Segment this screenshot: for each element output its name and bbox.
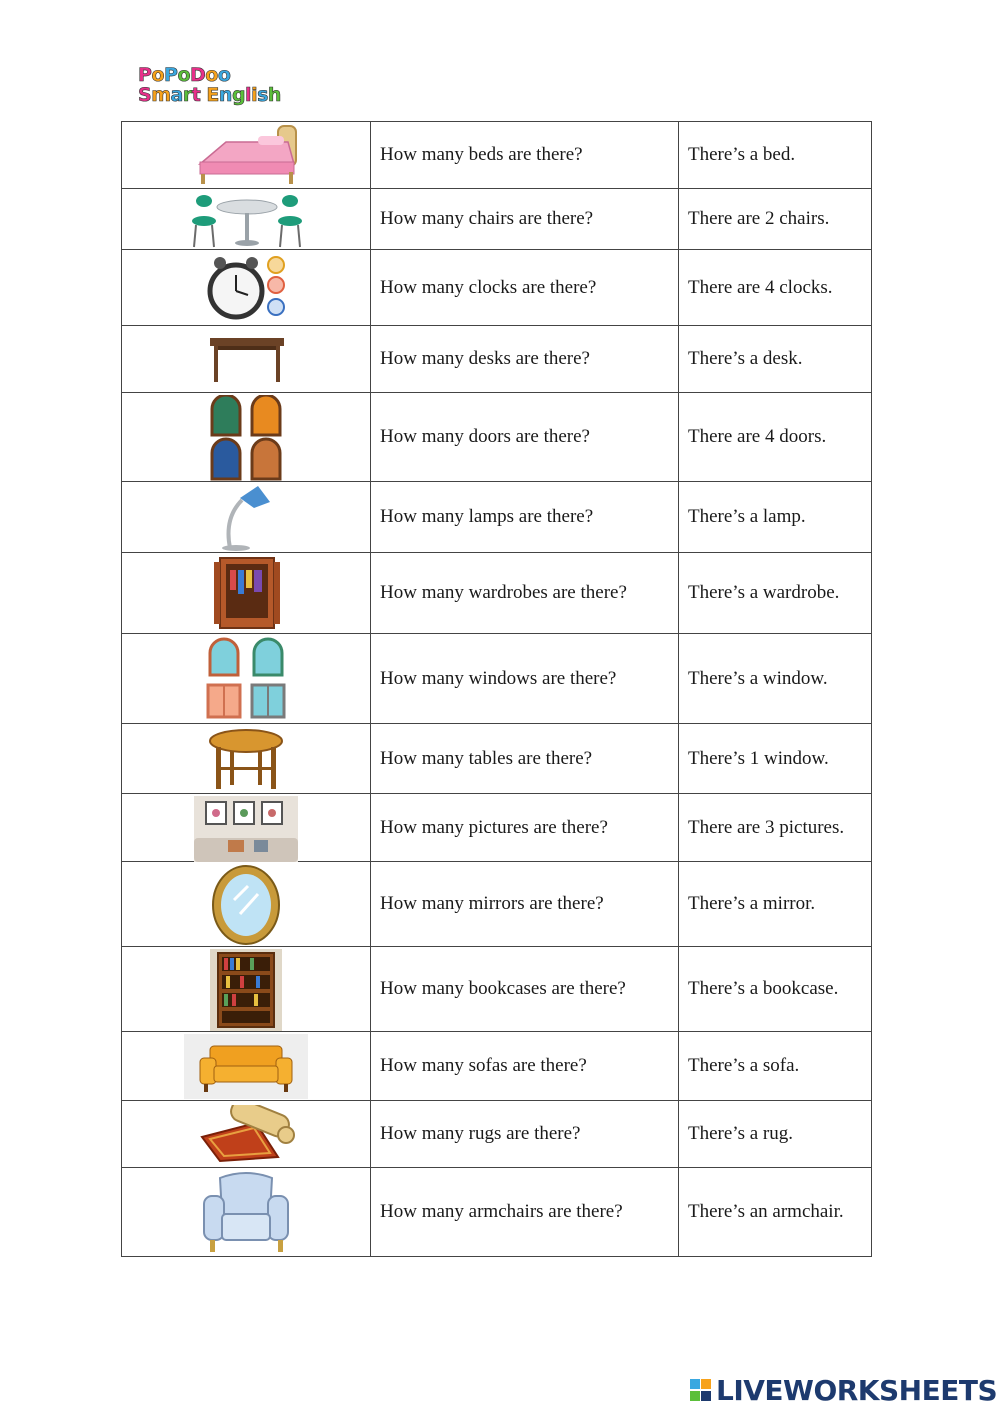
picture-cell [122,947,371,1032]
picture-cell [122,1168,371,1257]
picture-cell [122,393,371,482]
picture-cell [122,794,371,862]
liveworksheets-logo [690,1374,997,1406]
answer-cell: There’s a wardrobe. [679,553,872,634]
answer-cell: There are 3 pictures. [679,794,872,862]
question-cell: How many pictures are there? [371,794,679,862]
table-row [122,482,872,553]
table-row [122,862,872,947]
table-row [122,947,872,1032]
question-cell: How many chairs are there? [371,189,679,250]
answer-cell: There’s a desk. [679,326,872,393]
question-cell: How many beds are there? [371,122,679,189]
logo-line-2 [138,84,281,106]
picture-cell [122,122,371,189]
table-row [122,393,872,482]
picture-cell [122,862,371,947]
rug-icon [196,1105,296,1163]
table-row [122,1101,872,1168]
logo-letter: o [177,64,190,86]
answer-cell: There’s a rug. [679,1101,872,1168]
picture-cell [122,1101,371,1168]
desk-icon [208,336,286,384]
logo-letter: m [151,84,171,106]
liveworksheets-brand: LIVEWORKSHEETS [716,1373,998,1407]
table-icon [206,727,286,791]
logo-letter: o [151,64,164,86]
answer-cell: There’s an armchair. [679,1168,872,1257]
logo-letter: n [218,84,232,106]
picture-cell [122,724,371,794]
logo-letter: s [257,84,268,106]
logo-letter: E [206,84,219,106]
bed-icon [196,124,300,187]
table-row [122,634,872,724]
logo-letter: l [245,84,252,106]
question-cell: How many lamps are there? [371,482,679,553]
answer-cell: There’s a bed. [679,122,872,189]
table-row [122,250,872,326]
answer-cell: There’s 1 window. [679,724,872,794]
doors-icon [208,395,286,481]
question-cell: How many doors are there? [371,393,679,482]
popodoo-logo [138,64,281,112]
question-cell: How many tables are there? [371,724,679,794]
answer-cell: There’s a window. [679,634,872,724]
wardrobe-icon [212,556,282,631]
answer-cell: There’s a lamp. [679,482,872,553]
picture-cell [122,250,371,326]
question-cell: How many sofas are there? [371,1032,679,1101]
armchair-icon [200,1170,292,1256]
table-row [122,724,872,794]
question-cell: How many bookcases are there? [371,947,679,1032]
picture-cell [122,482,371,553]
question-cell: How many rugs are there? [371,1101,679,1168]
logo-letter: D [190,64,206,86]
logo-letter: h [267,84,281,106]
answer-cell: There’s a sofa. [679,1032,872,1101]
logo-letter: P [164,64,178,86]
picture-cell [122,326,371,393]
table-row [122,794,872,862]
answer-cell: There are 4 clocks. [679,250,872,326]
logo-letter: t [191,84,201,106]
clocks-icon [206,253,286,323]
table-row [122,189,872,250]
picture-cell [122,189,371,250]
logo-letter: o [217,64,231,86]
chairs-table-icon [190,191,304,249]
logo-letter: S [138,84,152,106]
question-cell: How many desks are there? [371,326,679,393]
table-row [122,1168,872,1257]
logo-letter: i [251,84,258,106]
logo-letter: o [205,64,218,86]
picture-cell [122,634,371,724]
mirror-icon [210,864,282,946]
lamp-icon [220,484,274,552]
table-row [122,1032,872,1101]
question-cell: How many windows are there? [371,634,679,724]
answer-cell: There’s a bookcase. [679,947,872,1032]
sofa-icon [184,1034,308,1099]
windows-icon [204,637,290,721]
answer-cell: There are 2 chairs. [679,189,872,250]
bookcase-icon [210,949,282,1031]
table-row [122,553,872,634]
answer-cell: There are 4 doors. [679,393,872,482]
picture-cell [122,1032,371,1101]
table-row [122,326,872,393]
logo-line-1 [138,66,278,85]
question-cell: How many clocks are there? [371,250,679,326]
question-cell: How many armchairs are there? [371,1168,679,1257]
worksheet-table [121,121,872,1257]
liveworksheets-mark-icon [690,1377,712,1403]
table-row [122,122,872,189]
logo-letter: r [182,84,192,106]
logo-letter: a [170,84,183,106]
question-cell: How many wardrobes are there? [371,553,679,634]
logo-letter: g [231,84,246,106]
answer-cell: There’s a mirror. [679,862,872,947]
pictures-icon [194,796,298,862]
question-cell: How many mirrors are there? [371,862,679,947]
logo-letter: P [138,64,152,86]
picture-cell [122,553,371,634]
